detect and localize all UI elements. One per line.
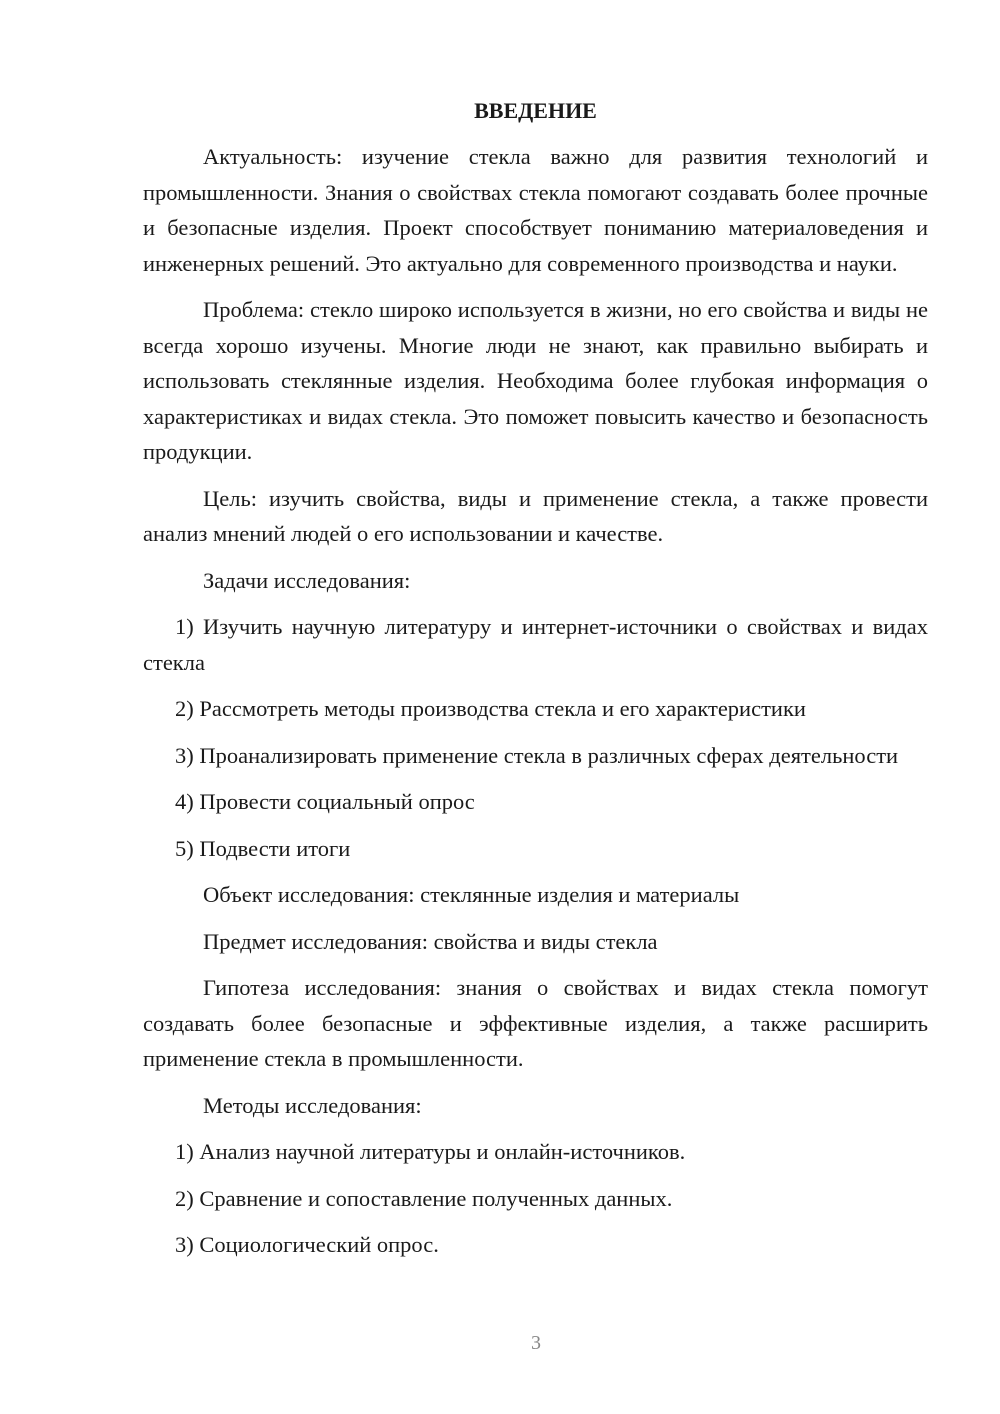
task-item: 1) Изучить научную литературу и интернет-источники о свойствах и видах стекла — [143, 614, 928, 675]
hypothesis-paragraph: Гипотеза исследования: знания о свойствах и видах стекла помогут создавать более безопасные и эффективные изделия, а также расширить применение стекла в промышленности. — [143, 975, 928, 1071]
page-number: 3 — [531, 1332, 541, 1354]
object-paragraph: Объект исследования: стеклянные изделия и материалы — [203, 882, 740, 907]
tasks-heading: Задачи исследования: — [203, 567, 411, 593]
method-item: 3) Социологический опрос. — [175, 1232, 439, 1257]
section-title: ВВЕДЕНИЕ — [474, 98, 597, 123]
method-item: 1) Анализ научной литературы и онлайн-источников. — [175, 1139, 686, 1164]
method-item: 2) Сравнение и сопоставление полученных данных. — [175, 1185, 673, 1211]
goal-paragraph: Цель: изучить свойства, виды и применение стекла, а также провести анализ мнений людей о его использовании и качестве. — [143, 485, 928, 546]
relevance-paragraph: Актуальность: изучение стекла важно для развития технологий и промышленности. Знания о свойствах стекла помогают создавать более прочные и безопасные изделия. Проект способствует пониманию материаловедения и инженерных решений. Это актуально для современного производства и науки. — [143, 144, 928, 276]
task-item: 5) Подвести итоги — [175, 835, 351, 861]
methods-heading: Методы исследования: — [203, 1092, 422, 1118]
task-item: 4) Провести социальный опрос — [175, 789, 475, 814]
subject-paragraph: Предмет исследования: свойства и виды стекла — [203, 928, 658, 954]
page-content — [143, 92, 928, 1274]
task-item: 3) Проанализировать применение стекла в различных сферах деятельности — [175, 742, 899, 768]
problem-paragraph: Проблема: стекло широко используется в жизни, но его свойства и виды не всегда хорошо изучены. Многие люди не знают, как правильно выбирать и использовать стеклянные изделия. Необходима более глубокая информация о характеристиках и видах стекла. Это поможет повысить качество и безопасность продукции. — [143, 297, 928, 464]
task-item: 2) Рассмотреть методы производства стекла и его характеристики — [175, 696, 806, 721]
